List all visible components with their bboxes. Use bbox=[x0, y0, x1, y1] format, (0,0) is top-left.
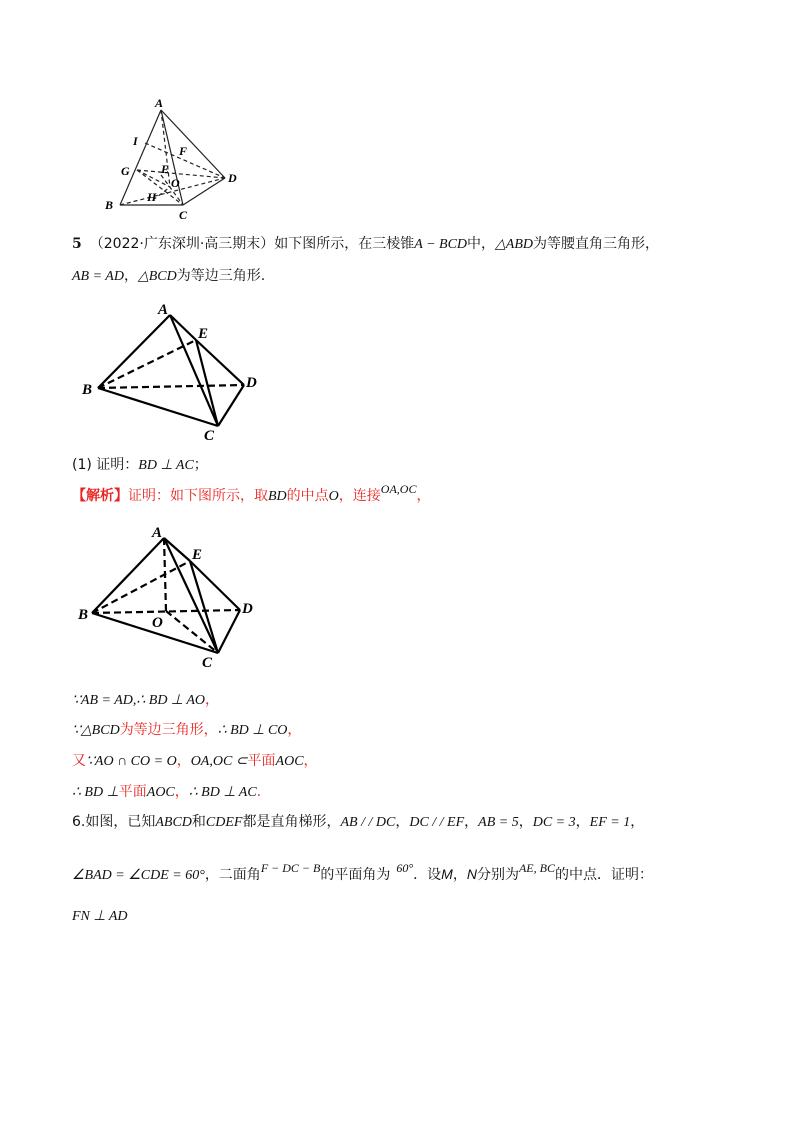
fig3-label-O: O bbox=[152, 615, 163, 631]
q5-text-3: ， bbox=[123, 268, 138, 284]
part1-math: BD ⊥ AC bbox=[138, 458, 194, 473]
step-2-math-1: ∵△BCD bbox=[72, 723, 120, 738]
analysis-text-3: ，连接 bbox=[338, 488, 381, 504]
q5-text-2: 为等腰直角三角形， bbox=[533, 236, 660, 252]
step-1 bbox=[72, 690, 219, 711]
fig3-label-A: A bbox=[152, 525, 163, 541]
q5-line-1 bbox=[72, 234, 659, 255]
fig2-label-D: D bbox=[246, 375, 257, 391]
fig1-label-O: O bbox=[171, 176, 180, 190]
q6-math-7: EF = 1 bbox=[589, 815, 631, 830]
step-3-text-1: 又 bbox=[72, 753, 86, 769]
fig1-label-H: H bbox=[147, 190, 157, 204]
q6-text-6: ， bbox=[518, 814, 533, 830]
step-2-end: ， bbox=[287, 722, 302, 738]
q6-l2-math-1: ∠BAD = ∠CDE = 60° bbox=[72, 868, 205, 883]
fig1-label-I: I bbox=[133, 134, 138, 148]
step-2 bbox=[72, 720, 301, 741]
q6-l2-math-5: N bbox=[466, 866, 477, 882]
step-4-math-1: ∴ BD ⊥ bbox=[72, 785, 119, 800]
q6-text-2: 和 bbox=[191, 814, 206, 830]
analysis-text-2: 的中点 bbox=[286, 488, 329, 504]
step-3 bbox=[72, 751, 318, 772]
q5-source: （2022·广东深圳·高三期末）如下图所示，在三棱锥 bbox=[89, 236, 415, 252]
q6-math-3: AB / / DC bbox=[340, 815, 396, 830]
figure-1-svg bbox=[95, 95, 255, 225]
step-4-math-2: AOC bbox=[146, 785, 175, 800]
analysis-math-2: O bbox=[328, 489, 339, 504]
q6-math-2: CDEF bbox=[205, 815, 243, 830]
part1-end: ； bbox=[193, 457, 208, 473]
fig2-label-B: B bbox=[82, 382, 93, 398]
fig2-label-A: A bbox=[158, 302, 169, 318]
q6-l2-text-5: 分别为 bbox=[476, 867, 519, 883]
q6-line-3 bbox=[72, 906, 128, 927]
step-3-math-1: ∵AO ∩ CO = O bbox=[86, 754, 177, 769]
step-4-math-3: ∴ BD ⊥ AC bbox=[188, 785, 257, 800]
q5-text-4: 为等边三角形. bbox=[176, 268, 266, 284]
fig1-label-C: C bbox=[179, 208, 188, 222]
step-2-text: 为等边三角形， bbox=[119, 722, 218, 738]
q6-math-4: DC / / EF bbox=[409, 815, 465, 830]
q5-text-1: 中， bbox=[467, 236, 496, 252]
figure-3-svg bbox=[78, 523, 278, 671]
q6-line-1 bbox=[72, 812, 644, 833]
q6-l2-text-1: ，二面角 bbox=[204, 867, 261, 883]
q6-l2-math-3: 60° bbox=[396, 861, 414, 875]
q6-l2-math-6: AE, BC bbox=[518, 861, 555, 875]
step-3-end: ， bbox=[303, 753, 318, 769]
fig3-label-C: C bbox=[202, 655, 213, 671]
q5-math-2: △ABD bbox=[495, 237, 534, 252]
fig1-label-G: G bbox=[121, 164, 130, 178]
part1-line bbox=[72, 455, 208, 476]
step-1-end: ， bbox=[205, 692, 220, 708]
q6-line-2 bbox=[72, 861, 653, 886]
q6-l2-text-4: ， bbox=[452, 867, 467, 883]
q5-math-3: AB = AD bbox=[72, 269, 124, 284]
fig1-label-B: B bbox=[105, 198, 114, 212]
analysis-math-3: OA,OC bbox=[380, 482, 417, 496]
figure-1-tetrahedron bbox=[95, 95, 255, 225]
step-1-math: ∵AB = AD,∴ BD ⊥ AO bbox=[72, 693, 206, 708]
step-3-comma: ， bbox=[176, 753, 191, 769]
q6-text-5: ， bbox=[464, 814, 479, 830]
q6-l2-text-2: 的平面角为 bbox=[320, 867, 391, 883]
q5-number: 5 bbox=[72, 236, 82, 252]
q6-math-6: DC = 3 bbox=[532, 815, 576, 830]
step-4-text-1: 平面 bbox=[118, 784, 147, 800]
step-2-math-2: ∴ BD ⊥ CO bbox=[217, 723, 288, 738]
q6-text-8: ， bbox=[630, 814, 645, 830]
analysis-tag: 【解析】 bbox=[72, 488, 128, 504]
q6-l2-text-6: 的中点．证明： bbox=[554, 867, 653, 883]
q6-text-7: ， bbox=[575, 814, 590, 830]
step-3-math-2: OA,OC ⊂ bbox=[190, 754, 248, 769]
fig2-label-C: C bbox=[204, 428, 215, 444]
q6-math-1: ABCD bbox=[155, 815, 192, 830]
fig1-label-D: D bbox=[228, 171, 237, 185]
figure-3-tetrahedron bbox=[78, 523, 278, 671]
q6-l2-math-4: M bbox=[441, 866, 453, 882]
q6-l2-math-2: F − DC − B bbox=[260, 861, 321, 875]
q5-math-1: A − BCD bbox=[414, 237, 468, 252]
fig2-label-E: E bbox=[198, 326, 209, 342]
q5-line-2 bbox=[72, 266, 265, 287]
fig3-label-B: B bbox=[78, 607, 89, 623]
fig3-label-D: D bbox=[242, 601, 253, 617]
q6-text-3: 都是直角梯形， bbox=[242, 814, 341, 830]
fig1-label-E: E bbox=[161, 162, 170, 176]
part1-label: (1) 证明： bbox=[72, 457, 139, 473]
q6-text-4: ， bbox=[395, 814, 410, 830]
fig1-label-F: F bbox=[179, 144, 188, 158]
step-3-math-3: AOC bbox=[275, 754, 304, 769]
analysis-math-1: BD bbox=[268, 489, 287, 504]
q6-text-1: 6.如图，已知 bbox=[72, 814, 156, 830]
analysis-text-1: 证明：如下图所示，取 bbox=[128, 488, 268, 504]
analysis-text-4: ， bbox=[416, 488, 431, 504]
q6-l2-text-3: ．设 bbox=[413, 867, 442, 883]
step-4 bbox=[72, 782, 261, 803]
fig1-label-A: A bbox=[155, 96, 164, 110]
step-3-text-2: 平面 bbox=[247, 753, 276, 769]
analysis-line bbox=[72, 482, 431, 507]
figure-2-tetrahedron bbox=[78, 300, 278, 445]
q6-math-5: AB = 5 bbox=[478, 815, 519, 830]
step-4-end: . bbox=[256, 784, 262, 800]
q6-l3-math-1: FN ⊥ AD bbox=[72, 909, 128, 924]
fig3-label-E: E bbox=[192, 547, 203, 563]
figure-2-svg bbox=[78, 300, 278, 445]
step-4-comma: ， bbox=[174, 784, 189, 800]
q5-math-4: △BCD bbox=[137, 269, 177, 284]
